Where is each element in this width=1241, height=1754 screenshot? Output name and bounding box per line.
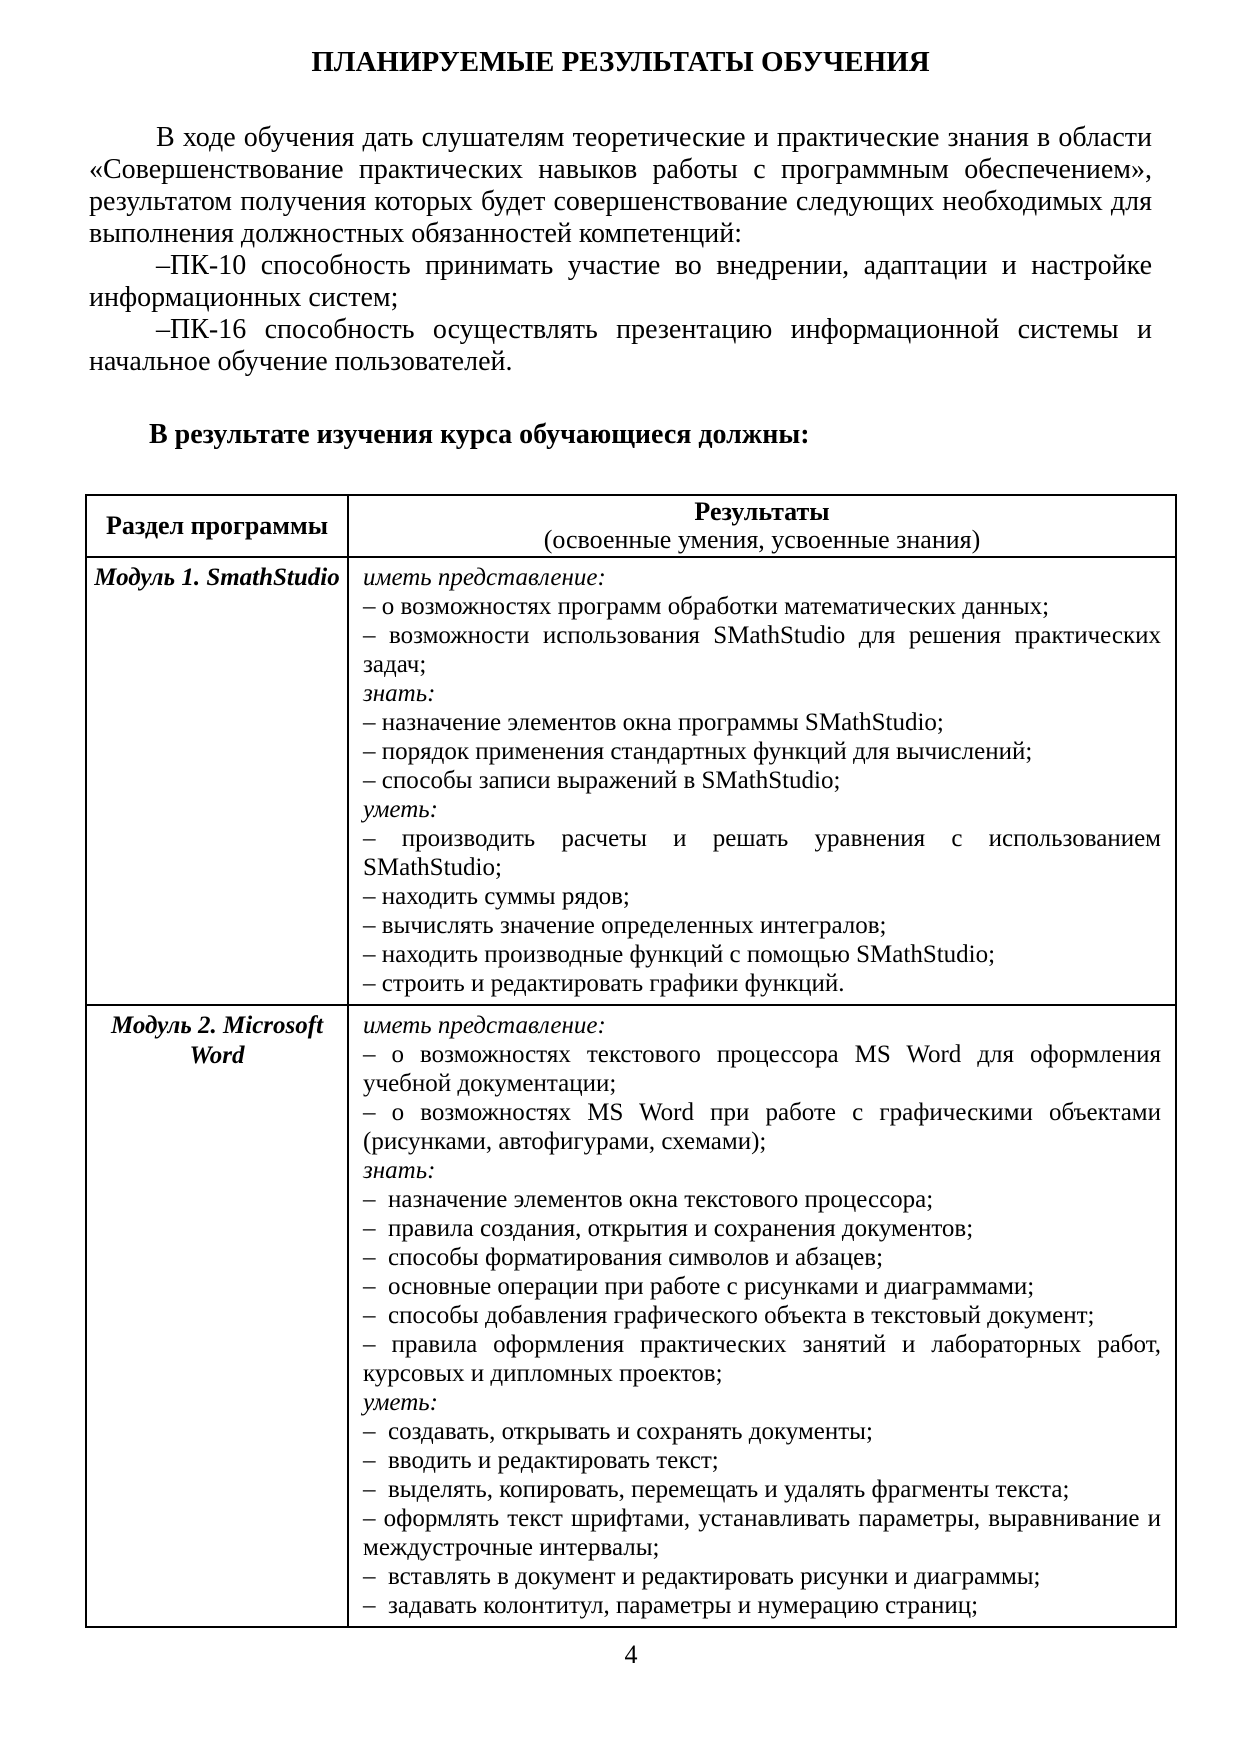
results-header-subtitle: (освоенные умения, усвоенные знания) (543, 525, 981, 554)
result-item: – строить и редактировать графики функций. (363, 970, 845, 997)
column-header-results (348, 495, 1176, 557)
page-number: 4 (624, 1640, 638, 1669)
result-item: – возможности использования SMathStudio для решения практических задач; (363, 622, 1161, 678)
result-item: – о возможностях программ обработки математических данных; (363, 593, 1050, 620)
module-2-results (348, 1005, 1176, 1627)
result-item: – назначение элементов окна программы SMathStudio; (363, 709, 944, 736)
result-item: – задавать колонтитул, параметры и нумерацию страниц; (363, 1592, 979, 1619)
section-subheading: В результате изучения курса обучающиеся должны: (149, 419, 810, 450)
result-item: – производить расчеты и решать уравнения с использованием SMathStudio; (363, 825, 1161, 881)
result-item: – оформлять текст шрифтами, устанавливать параметры, выравнивание и междустрочные интервалы; (363, 1505, 1161, 1561)
result-item: – создавать, открывать и сохранять документы; (363, 1418, 873, 1445)
module-1-label: Модуль 1. SmathStudio (86, 557, 348, 1005)
intro-paragraph-1: В ходе обучения дать слушателям теоретические и практические знания в области «Совершенствование практических навыков работы с программным обеспечением», результатом получения которых будет совершенствование следующих необходимых для выполнения должностных обязанностей компетенций: (89, 122, 1152, 249)
result-item: знать: (363, 1157, 436, 1184)
result-item: – находить суммы рядов; (363, 883, 630, 910)
result-item: иметь представление: (363, 1012, 606, 1039)
result-item: – назначение элементов окна текстового процессора; (363, 1186, 934, 1213)
page-title: ПЛАНИРУЕМЫЕ РЕЗУЛЬТАТЫ ОБУЧЕНИЯ (311, 46, 930, 78)
result-item: – находить производные функций с помощью SMathStudio; (363, 941, 996, 968)
result-item: – способы записи выражений в SMathStudio; (363, 767, 841, 794)
column-header-section: Раздел программы (86, 495, 348, 557)
module-2-label: Модуль 2. Microsoft Word (86, 1005, 348, 1627)
result-item: – о возможностях MS Word при работе с графическими объектами (рисунками, автофигурами, схемами); (363, 1099, 1161, 1155)
intro-paragraph-3: –ПК-16 способность осуществлять презентацию информационной системы и начальное обучение пользователей. (89, 314, 1152, 377)
result-item: – порядок применения стандартных функций для вычислений; (363, 738, 1033, 765)
result-item: – правила создания, открытия и сохранения документов; (363, 1215, 974, 1242)
result-item: знать: (363, 680, 436, 707)
result-item: уметь: (363, 1389, 438, 1416)
result-item: уметь: (363, 796, 438, 823)
result-item: – основные операции при работе с рисунками и диаграммами; (363, 1273, 1035, 1300)
result-item: – вводить и редактировать текст; (363, 1447, 719, 1474)
results-table (85, 494, 1177, 1628)
table-header-row (86, 495, 1176, 557)
result-item: – вставлять в документ и редактировать рисунки и диаграммы; (363, 1563, 1041, 1590)
table-row-module-1 (86, 557, 1176, 1005)
intro-paragraph-2: –ПК-10 способность принимать участие во внедрении, адаптации и настройке информационных систем; (89, 250, 1152, 313)
result-item: – правила оформления практических занятий и лабораторных работ, курсовых и дипломных проектов; (363, 1331, 1161, 1387)
results-header-title: Результаты (694, 497, 830, 526)
result-item: – вычислять значение определенных интегралов; (363, 912, 887, 939)
result-item: иметь представление: (363, 564, 606, 591)
result-item: – выделять, копировать, перемещать и удалять фрагменты текста; (363, 1476, 1070, 1503)
table-row-module-2 (86, 1005, 1176, 1627)
result-item: – о возможностях текстового процессора MS Word для оформления учебной документации; (363, 1041, 1161, 1097)
result-item: – способы добавления графического объекта в текстовый документ; (363, 1302, 1095, 1329)
module-1-results (348, 557, 1176, 1005)
result-item: – способы форматирования символов и абзацев; (363, 1244, 884, 1271)
